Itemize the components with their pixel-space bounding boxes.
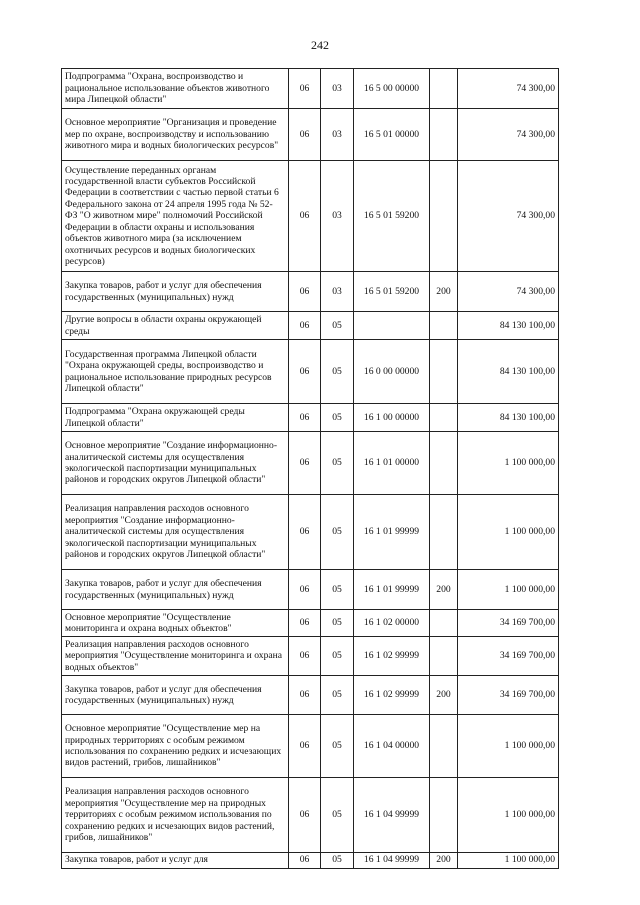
amount-cell: 1 100 000,00 [458,495,559,570]
table-row [62,570,559,610]
amount-cell: 1 100 000,00 [458,715,559,778]
target-article-cell: 16 1 04 00000 [354,715,430,778]
row-name-cell: Закупка товаров, работ и услуг для обеспечения государственных (муниципальных) нужд [62,570,289,610]
subsection-code-cell: 03 [321,109,354,161]
expense-type-cell [430,69,458,109]
section-code-cell: 06 [289,161,321,272]
amount-cell: 1 100 000,00 [458,778,559,853]
page-number: 242 [311,38,329,52]
budget-table [61,68,559,869]
expense-type-cell [430,109,458,161]
target-article-cell: 16 1 01 00000 [354,432,430,495]
section-code-cell: 06 [289,432,321,495]
row-name-cell: Подпрограмма "Охрана окружающей среды Липецкой области" [62,404,289,432]
section-code-cell: 06 [289,778,321,853]
section-code-cell: 06 [289,272,321,312]
table-row [62,853,559,869]
row-name-cell: Реализация направления расходов основного мероприятия "Создание информационно-аналитической системы для осуществления экологической паспортизации муниципальных районов и городских округов Липецкой области" [62,495,289,570]
expense-type-cell [430,610,458,637]
amount-cell: 34 169 700,00 [458,610,559,637]
table-row [62,495,559,570]
subsection-code-cell: 03 [321,272,354,312]
subsection-code-cell: 05 [321,715,354,778]
expense-type-cell [430,715,458,778]
subsection-code-cell: 05 [321,676,354,715]
subsection-code-cell: 03 [321,69,354,109]
row-name-cell: Закупка товаров, работ и услуг для обеспечения государственных (муниципальных) нужд [62,272,289,312]
amount-cell: 1 100 000,00 [458,432,559,495]
expense-type-cell [430,340,458,404]
table-row [62,404,559,432]
table-row [62,161,559,272]
subsection-code-cell: 05 [321,570,354,610]
row-name-cell: Другие вопросы в области охраны окружающей среды [62,312,289,340]
subsection-code-cell: 05 [321,778,354,853]
section-code-cell: 06 [289,109,321,161]
section-code-cell: 06 [289,312,321,340]
target-article-cell: 16 5 01 59200 [354,272,430,312]
section-code-cell: 06 [289,495,321,570]
table-row [62,676,559,715]
expense-type-cell [430,432,458,495]
subsection-code-cell: 05 [321,610,354,637]
target-article-cell: 16 5 01 59200 [354,161,430,272]
section-code-cell: 06 [289,610,321,637]
row-name-cell: Закупка товаров, работ и услуг для обеспечения государственных (муниципальных) нужд [62,676,289,715]
subsection-code-cell: 05 [321,495,354,570]
expense-type-cell: 200 [430,570,458,610]
section-code-cell: 06 [289,853,321,869]
target-article-cell: 16 1 01 99999 [354,495,430,570]
expense-type-cell [430,778,458,853]
section-code-cell: 06 [289,69,321,109]
expense-type-cell [430,312,458,340]
amount-cell: 1 100 000,00 [458,853,559,869]
table-row [62,340,559,404]
expense-type-cell: 200 [430,272,458,312]
subsection-code-cell: 05 [321,312,354,340]
target-article-cell: 16 5 01 00000 [354,109,430,161]
target-article-cell: 16 1 04 99999 [354,853,430,869]
row-name-cell: Реализация направления расходов основного мероприятия "Осуществление мер на природных территориях с особым режимом использования по сохранению редких и исчезающих видов растений, грибов, лишайников" [62,778,289,853]
subsection-code-cell: 05 [321,432,354,495]
expense-type-cell [430,404,458,432]
target-article-cell: 16 1 02 99999 [354,637,430,676]
amount-cell: 34 169 700,00 [458,637,559,676]
section-code-cell: 06 [289,404,321,432]
row-name-cell: Реализация направления расходов основного мероприятия "Осуществление мониторинга и охрана водных объектов" [62,637,289,676]
subsection-code-cell: 05 [321,404,354,432]
amount-cell: 84 130 100,00 [458,312,559,340]
amount-cell: 74 300,00 [458,109,559,161]
section-code-cell: 06 [289,570,321,610]
amount-cell: 74 300,00 [458,69,559,109]
amount-cell: 74 300,00 [458,272,559,312]
table-row [62,109,559,161]
target-article-cell: 16 1 02 00000 [354,610,430,637]
row-name-cell: Основное мероприятие "Создание информационно-аналитической системы для осуществления экологической паспортизации муниципальных районов и городских округов Липецкой области" [62,432,289,495]
amount-cell: 84 130 100,00 [458,404,559,432]
expense-type-cell [430,637,458,676]
table-row [62,778,559,853]
section-code-cell: 06 [289,340,321,404]
table-row [62,432,559,495]
expense-type-cell: 200 [430,676,458,715]
amount-cell: 84 130 100,00 [458,340,559,404]
target-article-cell: 16 1 01 99999 [354,570,430,610]
table-row [62,637,559,676]
section-code-cell: 06 [289,637,321,676]
expense-type-cell [430,495,458,570]
row-name-cell: Основное мероприятие "Осуществление мониторинга и охрана водных объектов" [62,610,289,637]
table-row [62,69,559,109]
row-name-cell: Основное мероприятие "Организация и проведение мер по охране, воспроизводству и использованию животного мира и водных биологических ресурсов" [62,109,289,161]
row-name-cell: Закупка товаров, работ и услуг для [62,853,289,869]
section-code-cell: 06 [289,715,321,778]
table-row [62,610,559,637]
subsection-code-cell: 03 [321,161,354,272]
table-row [62,272,559,312]
target-article-cell: 16 0 00 00000 [354,340,430,404]
expense-type-cell: 200 [430,853,458,869]
row-name-cell: Основное мероприятие "Осуществление мер на природных территориях с особым режимом использования по сохранению редких и исчезающих видов растений, грибов, лишайников" [62,715,289,778]
subsection-code-cell: 05 [321,853,354,869]
amount-cell: 1 100 000,00 [458,570,559,610]
target-article-cell: 16 5 00 00000 [354,69,430,109]
amount-cell: 34 169 700,00 [458,676,559,715]
table-row [62,312,559,340]
expense-type-cell [430,161,458,272]
target-article-cell: 16 1 04 99999 [354,778,430,853]
amount-cell: 74 300,00 [458,161,559,272]
target-article-cell: 16 1 00 00000 [354,404,430,432]
row-name-cell: Государственная программа Липецкой области "Охрана окружающей среды, воспроизводство и рациональное использование природных ресурсов Липецкой области" [62,340,289,404]
row-name-cell: Подпрограмма "Охрана, воспроизводство и рациональное использование объектов животного мира Липецкой области" [62,69,289,109]
subsection-code-cell: 05 [321,340,354,404]
table-row [62,715,559,778]
target-article-cell [354,312,430,340]
section-code-cell: 06 [289,676,321,715]
subsection-code-cell: 05 [321,637,354,676]
target-article-cell: 16 1 02 99999 [354,676,430,715]
row-name-cell: Осуществление переданных органам государственной власти субъектов Российской Федерации в соответствии с частью первой статьи 6 Федерального закона от 24 апреля 1995 года № 52-ФЗ "О животном мире" полномочий Российской Федерации в области охраны и использования объектов животного мира (за исключением охотничьих ресурсов и водных биологических ресурсов) [62,161,289,272]
